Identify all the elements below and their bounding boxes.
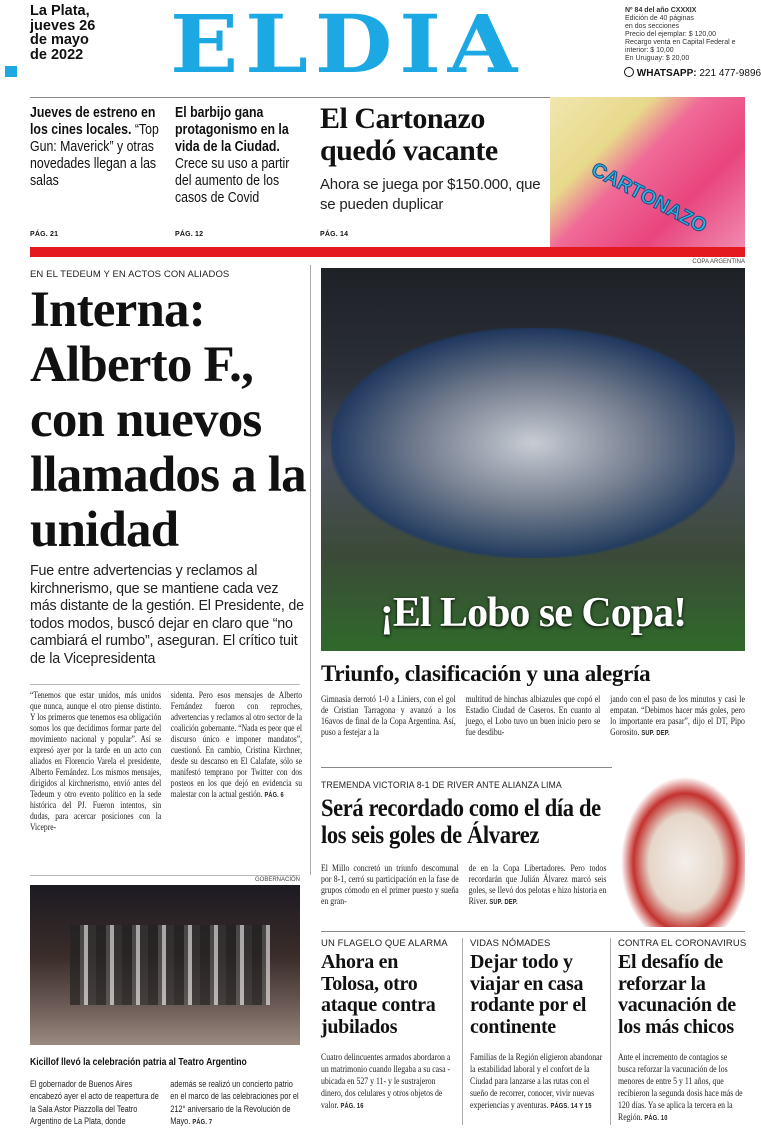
info-line: En Uruguay: $ 20,00 [625,55,690,62]
page-ref: PÁGS. 14 Y 15 [550,1103,592,1110]
body-column [610,695,745,739]
info-line: Edición de 40 páginas [625,15,694,22]
story-text [321,1052,456,1113]
photo-title: ¡El Lobo se Copa! [379,590,687,636]
body-text: además se realizó un concierto patrio en el marco de las celebraciones por el 212° aniversario de la Revolución de Mayo. [170,1079,299,1126]
whatsapp-label: WHATSAPP: [636,68,697,79]
body-column: El Millo concretó un triunfo descomunal por 8-1, cerró su participación en la fase de grupos cómodo en el primer puesto y sueña en gran- [321,864,459,907]
teatro-photo[interactable] [30,885,300,1045]
section-label: COPA ARGENTINA [692,259,745,265]
lobo-body [321,695,745,739]
info-line: Recargo venta en Capital Federal e [625,39,736,46]
red-bar [30,247,745,257]
teaser-text: Crece su uso a partir del aumento de los casos de Covid [175,156,290,206]
blue-square [5,66,17,77]
story-nomades[interactable] [470,938,605,1113]
gob-body [30,1078,301,1129]
whatsapp-icon [624,67,634,77]
photo-credit-label: GOBERNACIÓN [254,877,300,883]
date-line: de mayo [30,32,89,48]
page-ref: PÁG. 14 [320,231,349,238]
teaser-barbijo[interactable] [175,105,305,207]
page-ref: SUP. DEP. [489,899,518,906]
story-vacunacion[interactable] [618,938,746,1125]
column-divider [462,938,463,1125]
body-column [170,1078,300,1129]
body-text: Ante el incremento de contagios se busca reforzar la vacunación de los menores de entre 5 y 11 años, que recibieron la segunda dosis hace más de 120 días. Ya se aplica la tercera en la Región. [618,1053,743,1123]
story-text [618,1052,746,1125]
story-kicker: UN FLAGELO QUE ALARMA [321,938,448,949]
date-line: jueves 26 [30,17,96,34]
main-headline[interactable]: Interna: Alberto F., con nuevos llamados a la unidad [30,282,306,558]
story-text [470,1052,605,1113]
page-ref: PÁG. 10 [644,1115,668,1122]
main-kicker: EN EL TEDEUM Y EN ACTOS CON ALIADOS [30,269,230,280]
teaser-text: “Top Gun: Maverick” y otras novedades llegan a las salas [30,122,159,189]
page-ref: PÁG. 12 [175,231,204,238]
column-divider [610,938,611,1125]
body-text: de en la Copa Libertadores. Pero todos recordarán que Julián Álvarez marcó seis goles, se llevó dos pelotas e hizo historia en River. [468,864,607,907]
story-kicker: VIDAS NÓMADES [470,938,551,949]
river-headline[interactable]: Será recordado como el día de los seis goles de Álvarez [321,795,601,849]
page-ref: PÁG. 7 [192,1118,213,1126]
gimnasia-photo[interactable] [321,268,745,651]
teaser-text: Ahora se juega por $150.000, que se pueden duplicar [320,176,541,213]
river-photo[interactable] [612,765,745,927]
lobo-headline[interactable]: Triunfo, clasificación y una alegría [321,661,651,686]
cartonazo-image [550,97,745,247]
teaser-title: Jueves de estreno en los cines locales. [30,105,156,138]
divider [30,684,300,685]
body-text: jando con el paso de los minutos y casi le empatan. “Debimos hacer más goles, pero lo importante era pasar”, dijo el DT, Pipo Gorosito. [610,695,745,738]
body-text: Cuatro delincuentes armados abordaron a un matrimonio cuando llegaba a su casa -ubicada en 527 y 11- y le sustrajeron dinero, dos celulares y otros objetos de valor. [321,1053,451,1111]
river-body [321,864,606,908]
teaser-cine[interactable] [30,105,160,190]
teaser-title: El Cartonazo quedó vacante [320,102,498,167]
whatsapp[interactable] [624,67,761,79]
story-kicker: CONTRA EL CORONAVIRUS [618,938,747,949]
teaser-title: El barbijo gana protagonismo en la vida de la Ciudad. [175,105,289,155]
page-ref: SUP. DEP. [641,730,670,737]
price: Precio del ejemplar: $ 120,00 [625,31,717,38]
body-column [171,691,302,834]
teaser-cartonazo[interactable] [320,103,548,215]
column-divider [310,265,311,875]
page-ref: PÁG. 16 [340,1103,364,1110]
body-column: El gobernador de Buenos Aires encabezó ayer el acto de reapertura de la Sala Astor Piazzolla del Teatro Argentino de La Plata, donde [30,1079,159,1126]
river-kicker: TREMENDA VICTORIA 8-1 DE RIVER ANTE ALIANZA LIMA [321,780,562,791]
logo[interactable]: ELDIA [170,0,525,91]
info-line: en dos secciones [625,23,680,30]
story-headline: El desafío de reforzar la vacunación de los más chicos [618,951,736,1038]
info-line: interior: $ 10,00 [625,47,674,54]
story-headline: Ahora en Tolosa, otro ataque contra jubilados [321,951,436,1038]
story-headline: Dejar todo y viajar en casa rodante por el continente [470,951,587,1038]
date-block [30,4,95,62]
body-column: Gimnasia derrotó 1-0 a Liniers, con el gol de Cristian Tarragona y avanzó a los 16avos de final de la Copa Argentina. Así, puso a festejar a la [321,695,456,738]
edition-number: Nº 84 del año CXXXIX [625,7,697,14]
cartonazo-label: CARTONAZO [587,158,711,238]
page-ref: PÁG. 6 [264,792,284,799]
divider [30,875,300,876]
body-column: “Tenemos que estar unidos, más unidos que nunca, aunque el otro piense distinto. Y los primeros que tenemos esa obligación somos los que decidimos formar parte del movimiento nacional y popular”. Así se expresó ayer por la tarde en un acto con aliados en Florencio Varela el presidente, Alberto Fernández. Los mismos mensajes, dirigidos al kirchnerismo, envió antes del Tedeum y otro evento político en la sede histórica del PJ. Fueron intentos, sin dudas, para acercar posiciones con la Vicepre- [30,691,162,833]
divider [321,931,745,932]
whatsapp-number: 221 477-9896 [699,68,761,79]
photo-caption: Kicillof llevó la celebración patria al Teatro Argentino [30,1056,247,1068]
main-body [30,691,302,834]
body-column [469,864,607,908]
date-line: La Plata, [30,3,90,19]
body-text: sidenta. Pero esos mensajes de Alberto Fernández fueron con reproches, advertencias y reclamos al otro sector de la coalición gobernante. “Nada es peor que el discurso único e imponer mandatos”, cuestionó. En cambio, Cristina Kirchner, desde su descanso en El Calafate, sólo se manifestó temprano por Twitter con dos posteos en los que dejó en evidencia su malestar con la actual gestión. [170,691,302,800]
edition-info [625,7,736,63]
body-text: Familias de la Región eligieron abandonar la estabilidad laboral y el confort de la Ciudad para lanzarse a las rutas con el sueño de recorrer, conocer, vivir nuevas experiencias y aventuras. [470,1053,603,1111]
body-column: multitud de hinchas albiazules que copó el Estadio Ciudad de Caseros. En cuanto al juego, el Lobo tuvo un buen inicio pero se fue desdibu- [465,695,601,738]
date-line: de 2022 [30,46,84,63]
main-deck: Fue entre advertencias y reclamos al kirchnerismo, que se mantiene cada vez más distante de la gestión. El Presidente, de todos modos, buscó dejar en claro que “no cambiará el rumbo”, aseguran. El crítico tuit de la Vicepresidenta [30,563,304,667]
page-ref: PÁG. 21 [30,231,59,238]
story-tolosa[interactable] [321,938,456,1113]
divider [321,767,621,768]
